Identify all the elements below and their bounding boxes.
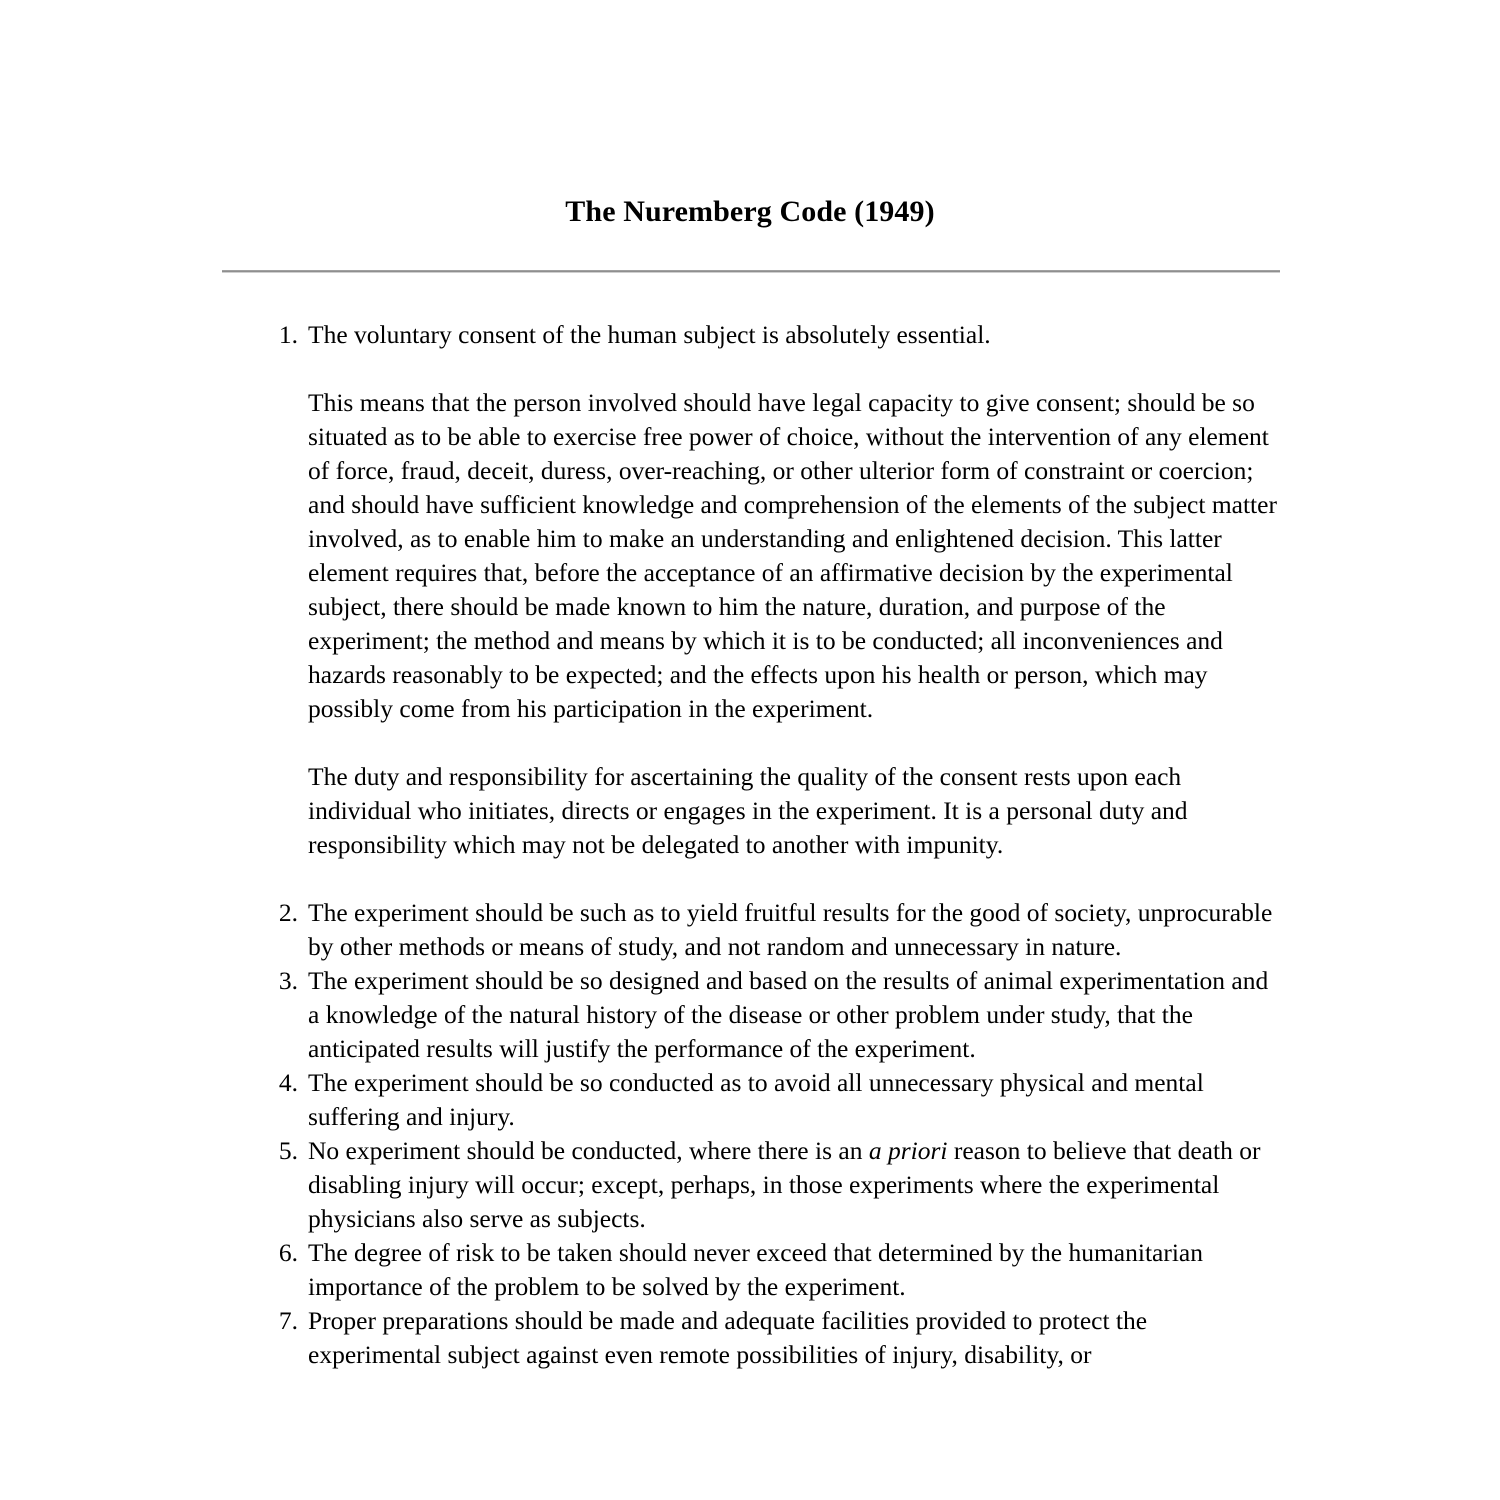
page-title: The Nuremberg Code (1949) [565,195,935,229]
list-item-paragraph: The duty and responsibility for ascertaining the quality of the consent rests upon each individual who initiates, directs or engages in the experiment. It is a personal duty and responsibility which may not be delegated to another with impunity. [308,762,1188,859]
text-run-italic: a priori [868,1136,948,1165]
text-run: reason to believe that death or disabling injury will occur; except, perhaps, in those experiments where the experimental physicians also serve as subjects. [308,1136,1261,1233]
list-item-paragraph: The degree of risk to be taken should never exceed that determined by the humanitarian importance of the problem to be solved by the experiment. [308,1238,1203,1301]
list-item-paragraph: Proper preparations should be made and adequate facilities provided to protect the experimental subject against even remote possibilities of injury, disability, or [308,1306,1148,1369]
list-item-number: 4. [278,1068,298,1097]
list-item-number: 5. [278,1136,298,1165]
rule-line-bottom [222,272,1280,273]
list-item [0,1304,1500,1372]
list-item-number: 6. [278,1238,298,1267]
text-run: No experiment should be conducted, where there is an [308,1136,869,1165]
list-item [0,964,1500,1066]
list-item-paragraph: The voluntary consent of the human subject is absolutely essential. [308,320,991,349]
list-item-paragraph: The experiment should be so conducted as to avoid all unnecessary physical and mental suffering and injury. [308,1068,1204,1131]
nuremberg-code-list [0,318,1500,1372]
list-item [0,1134,1500,1236]
horizontal-rule [222,270,1280,273]
list-item-number: 3. [278,966,298,995]
list-item-number: 7. [278,1306,298,1335]
list-item-paragraph [308,1134,1280,1236]
list-item [0,1236,1500,1304]
list-item [0,896,1500,964]
list-item-paragraph: This means that the person involved should have legal capacity to give consent; should be so situated as to be able to exercise free power of choice, without the intervention of any element of force, fraud, deceit, duress, over-reaching, or other ulterior form of constraint or coercion; and should have sufficient knowledge and comprehension of the elements of the subject matter involved, as to enable him to make an understanding and enlightened decision. This latter element requires that, before the acceptance of an affirmative decision by the experimental subject, there should be made known to him the nature, duration, and purpose of the experiment; the method and means by which it is to be conducted; all inconveniences and hazards reasonably to be expected; and the effects upon his health or person, which may possibly come from his participation in the experiment. [308,388,1277,723]
list-item [0,318,1500,862]
list-item-number: 1. [278,320,298,349]
list-item-paragraph: The experiment should be such as to yield fruitful results for the good of society, unprocurable by other methods or means of study, and not random and unnecessary in nature. [308,898,1273,961]
list-item [0,1066,1500,1134]
list-item-number: 2. [278,898,298,927]
list-item-paragraph: The experiment should be so designed and based on the results of animal experimentation and a knowledge of the natural history of the disease or other problem under study, that the anticipated results will justify the performance of the experiment. [308,966,1269,1063]
